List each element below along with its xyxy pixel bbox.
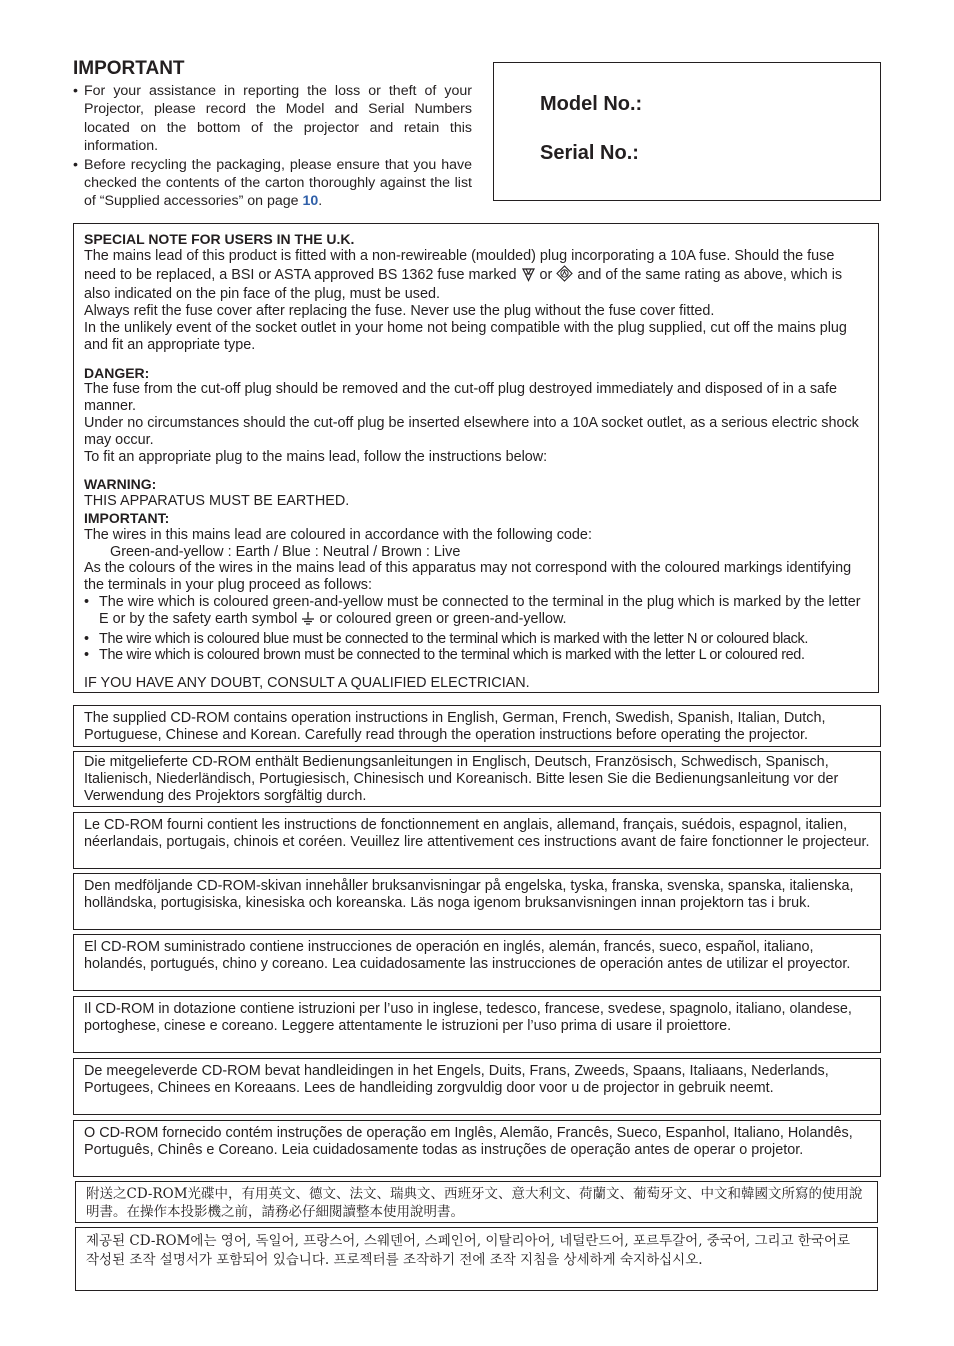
cdrom-note-portuguese: O CD-ROM fornecido contém instruções de operação em Inglês, Alemão, Francês, Sueco, Espanhol, Italiano, Holandês, Português, Chinês e Coreano. Leia cuidadosamente todas as instruções de operação antes de operar o projetor. bbox=[73, 1120, 881, 1177]
important-paragraph-1: The wires in this mains lead are coloured in accordance with the following code: bbox=[84, 526, 592, 543]
bullet-green-yellow bbox=[99, 594, 869, 631]
list-item bbox=[73, 156, 472, 211]
danger-paragraph-2: Under no circumstances should the cut-off plug be inserted elsewhere into a 10A socket outlet, as a serious electric shock may occur. bbox=[84, 414, 859, 448]
important-subheading: IMPORTANT: bbox=[84, 509, 170, 526]
cdrom-note-spanish: El CD-ROM suministrado contiene instrucciones de operación en inglés, alemán, francés, sueco, español, italiano, holandés, portugués, chino y coreano. Lea cuidadosamente las instrucciones de operación antes de utilizar el proyector. bbox=[73, 934, 881, 991]
uk-note-heading: SPECIAL NOTE FOR USERS IN THE U.K. bbox=[84, 231, 355, 247]
important-bullet-1: For your assistance in reporting the loss or theft of your Projector, please record the Model and Serial Numbers located on the bottom of the projector and retain this information. bbox=[84, 83, 472, 155]
list-item bbox=[73, 82, 472, 156]
cdrom-note-german: Die mitgelieferte CD-ROM enthält Bedienungsanleitungen in Englisch, Deutsch, Französisch, Schwedisch, Spanisch, Italienisch, Niederländisch, Portugiesisch, Chinesisch und Koreanisch. Bitte lesen Sie die Bedienungsanleitung vor der Verwendung des Projektors sorgfältig durch. bbox=[73, 751, 881, 807]
warning-heading: WARNING: bbox=[84, 476, 157, 493]
important-paragraph-2: As the colours of the wires in the mains lead of this apparatus may not correspond with the coloured markings identifying the terminals in your plug proceed as follows: bbox=[84, 560, 852, 594]
colour-code-line: Green-and-yellow : Earth / Blue : Neutral / Brown : Live bbox=[110, 543, 461, 560]
important-bullet-2-end: . bbox=[318, 193, 323, 210]
bullet-icon: • bbox=[84, 593, 90, 610]
important-heading: IMPORTANT bbox=[73, 58, 185, 79]
earth-symbol-icon bbox=[301, 611, 315, 631]
cdrom-note-french: Le CD-ROM fourni contient les instructions de fonctionnement en anglais, allemand, français, suédois, espagnol, italien, néerlandais, portugais, chinois et coréen. Veuillez lire attentivement ces instructions avant de faire fonctionner le projecteur. bbox=[73, 812, 881, 869]
important-list bbox=[73, 82, 472, 211]
bullet-green-text-b: or coloured green or green-and-yellow. bbox=[315, 610, 567, 627]
model-serial-record-box bbox=[493, 62, 881, 201]
page-reference-link[interactable]: 10 bbox=[302, 193, 319, 210]
uk-special-note-box bbox=[73, 223, 879, 693]
important-bullet-2-text: Before recycling the packaging, please ensure that you have checked the contents of the carton thoroughly against the list of “Supplied accessories” on page bbox=[84, 156, 472, 210]
bullet-green-text-a: The wire which is coloured green-and-yellow must be connected to the terminal in the plug which is marked by the letter E or by the safety earth symbol bbox=[99, 593, 861, 627]
bullet-blue: The wire which is coloured blue must be connected to the terminal which is marked with the letter N or coloured black. bbox=[99, 630, 808, 647]
cdrom-note-korean: 제공된 CD-ROM에는 영어, 독일어, 프랑스어, 스웨덴어, 스페인어, 이탈리아어, 네덜란드어, 포르투갈어, 중국어, 그리고 한국어로 작성된 조작 설명서가 포함되어 있습니다. 프로젝터를 조작하기 전에 조작 지침을 상세하게 숙지하십시오. bbox=[75, 1227, 878, 1291]
bullet-icon: • bbox=[73, 83, 78, 99]
list-item bbox=[84, 647, 869, 664]
fuse-text-or: or bbox=[535, 266, 557, 283]
danger-paragraph-1: The fuse from the cut-off plug should be removed and the cut-off plug destroyed immediately and disposed of in a safe manner. bbox=[84, 381, 838, 415]
consult-electrician-text: IF YOU HAVE ANY DOUBT, CONSULT A QUALIFIED ELECTRICIAN. bbox=[84, 675, 530, 692]
fuse-text-a: The mains lead of this product is fitted with a non-rewireable (moulded) plug incorporating a 10A fuse. Should the fuse need to be replaced, a BSI or ASTA approved BS 1362 fuse marked bbox=[84, 247, 835, 283]
fuse-text-b: and of the same rating as above, which is also indicated on the pin face of the plug, must be used. bbox=[84, 266, 843, 303]
list-item bbox=[84, 631, 869, 648]
bullet-icon: • bbox=[84, 647, 89, 664]
cdrom-note-swedish: Den medföljande CD-ROM-skivan innehåller bruksanvisningar på engelska, tyska, franska, svenska, spanska, italienska, holländska, portugisiska, kinesiska och koreanska. Läs noga igenom bruksanvisningen innan projektorn tas i bruk. bbox=[73, 873, 881, 930]
uk-note-paragraph-3: In the unlikely event of the socket outlet in your home not being compatible with the plug supplied, cut off the mains plug and fit an appropriate type. bbox=[84, 319, 847, 353]
cdrom-note-english: The supplied CD-ROM contains operation instructions in English, German, French, Swedish, Spanish, Italian, Dutch, Portuguese, Chinese and Korean. Carefully read through the operation instructions before operating the projector. bbox=[73, 705, 881, 747]
model-number-label: Model No.: bbox=[540, 93, 643, 115]
important-bullet-2 bbox=[84, 156, 472, 211]
cdrom-note-chinese: 附送之CD-ROM光碟中，有用英文、德文、法文、瑞典文、西班牙文、意大利文、荷蘭文、葡萄牙文、中文和韓國文所寫的使用說明書。在操作本投影機之前，請務必仔細閱讀整本使用說明書。 bbox=[75, 1181, 878, 1223]
cdrom-note-dutch: De meegeleverde CD-ROM bevat handleidingen in het Engels, Duits, Frans, Zweeds, Spaans, Italiaans, Nederlands, Portugees, Chinees en Koreaans. Lees de handleiding zorgvuldig door voor u de projector in gebruik neemt. bbox=[73, 1058, 881, 1115]
bullet-icon: • bbox=[73, 156, 78, 173]
asta-mark-icon bbox=[556, 265, 573, 287]
list-item bbox=[84, 594, 869, 631]
bsi-kitemark-icon bbox=[521, 267, 536, 287]
cdrom-note-italian: Il CD-ROM in dotazione contiene istruzioni per l’uso in inglese, tedesco, francese, svedese, spagnolo, italiano, olandese, portoghese, cinese e coreano. Leggere attentamente le istruzioni per l’uso prima di usare il proiettore. bbox=[73, 996, 881, 1053]
danger-paragraph-3: To fit an appropriate plug to the mains lead, follow the instructions below: bbox=[84, 448, 548, 465]
bullet-icon: • bbox=[84, 630, 89, 647]
warning-text: THIS APPARATUS MUST BE EARTHED. bbox=[84, 493, 350, 510]
serial-number-label: Serial No.: bbox=[540, 142, 639, 164]
uk-note-paragraph-1 bbox=[84, 248, 869, 303]
danger-heading: DANGER: bbox=[84, 364, 150, 381]
bullet-brown: The wire which is coloured brown must be connected to the terminal which is marked with the letter L or coloured red. bbox=[99, 647, 805, 664]
uk-note-paragraph-2: Always refit the fuse cover after replacing the fuse. Never use the plug without the fuse cover fitted. bbox=[84, 303, 715, 320]
